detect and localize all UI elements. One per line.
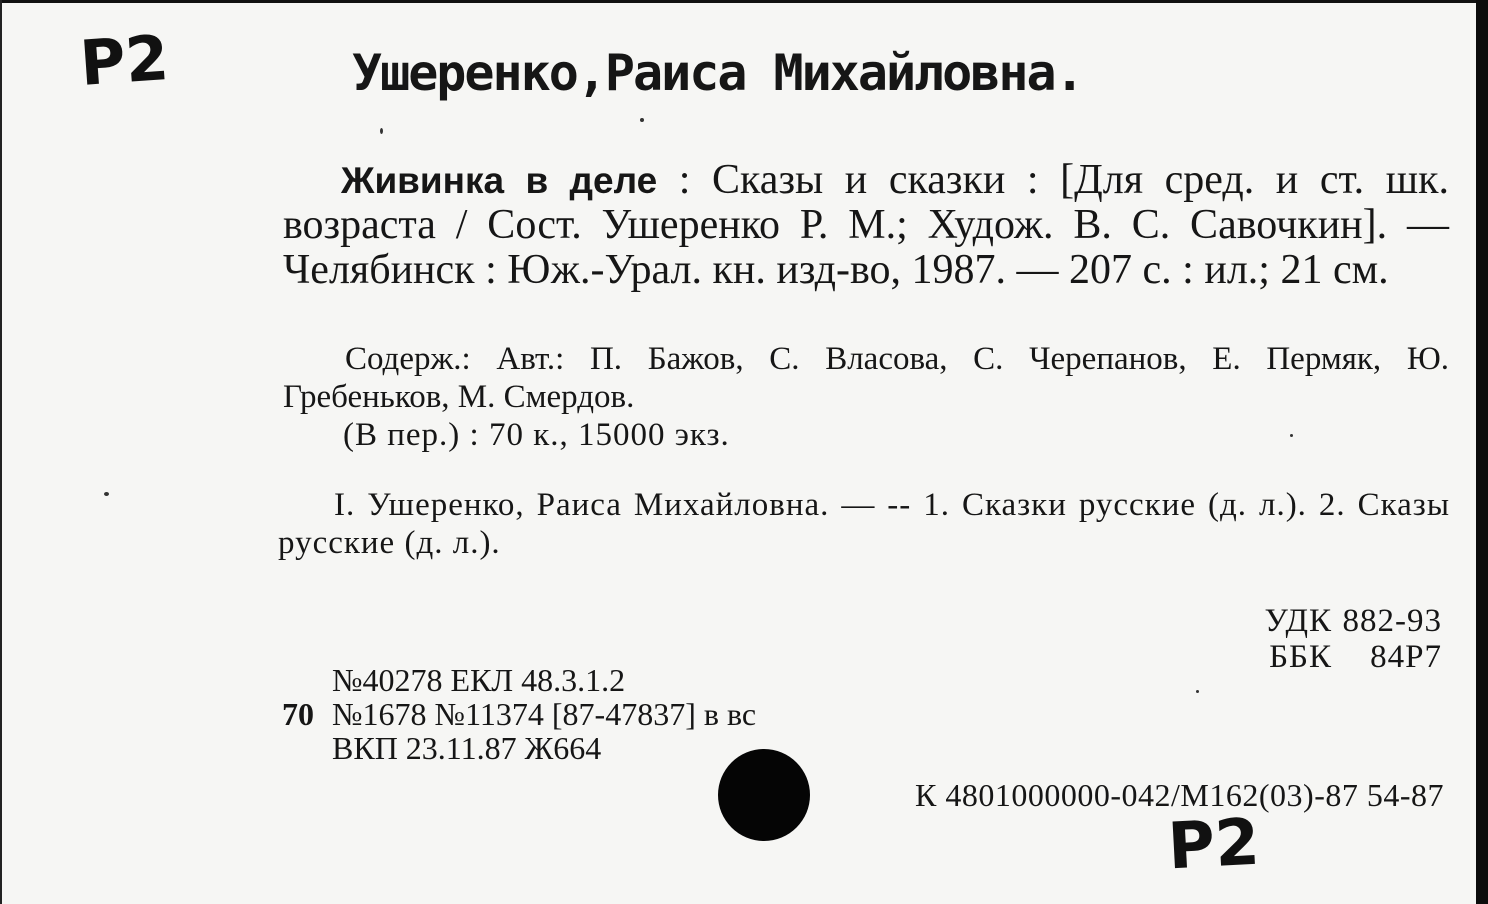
scan-edge-top (0, 0, 1488, 3)
scan-speck (380, 128, 383, 134)
bbk-value: 84Р7 (1370, 639, 1442, 675)
entry-description: : Сказы и сказки : [Для сред. и ст. шк. возраста / Сост. Ушеренко Р. М.; Худож. В. С. Савочкин]. — Челябинск : Юж.-Урал. кн. изд-во, 1987. — 207 с. : ил.; 21 см. (283, 157, 1449, 293)
scan-speck (640, 118, 644, 122)
technical-block (282, 663, 756, 765)
bbk-code (1264, 639, 1442, 675)
handwritten-mark-top: Р2 (77, 20, 172, 101)
ink-blot (718, 749, 810, 841)
scan-speck (1196, 690, 1199, 693)
tech-line-2 (282, 697, 756, 731)
udk-code (1264, 603, 1442, 639)
tech-line-2-lead: 70 (282, 696, 314, 732)
handwritten-mark-bottom: Р2 (1166, 805, 1262, 885)
scan-speck (104, 492, 109, 496)
scan-edge-left (0, 0, 2, 904)
subject-tracings: I. Ушеренко, Раиса Михайловна. — -- 1. Сказки русские (д. л.). 2. Сказы русские (д. л.). (278, 487, 1450, 561)
publisher-index-line: К 4801000000-042/М162(03)-87 54-87 (915, 777, 1444, 813)
bbk-label: ББК (1269, 639, 1332, 675)
udk-label: УДК (1264, 603, 1332, 639)
author-heading: Ушеренко,Раиса Михайловна. (352, 44, 1083, 102)
book-title: Живинка в деле (341, 160, 658, 201)
classification-codes (1264, 603, 1442, 675)
binding-price-line: (В пер.) : 70 к., 15000 экз. (343, 417, 730, 453)
tech-line-1: №40278 ЕКЛ 48.3.1.2 (332, 662, 626, 698)
udk-value: 882-93 (1342, 603, 1442, 639)
scan-edge-right (1476, 0, 1488, 904)
contents-note: Содерж.: Авт.: П. Бажов, С. Власова, С. Черепанов, Е. Пермяк, Ю. Гребеньков, М. Смердов. (283, 341, 1449, 415)
scan-speck (1290, 434, 1293, 437)
tech-line-3: ВКП 23.11.87 Ж664 (332, 730, 602, 766)
bibliographic-entry (283, 158, 1449, 293)
tech-line-2-text: №1678 №11374 [87-47837] в вс (332, 696, 757, 732)
